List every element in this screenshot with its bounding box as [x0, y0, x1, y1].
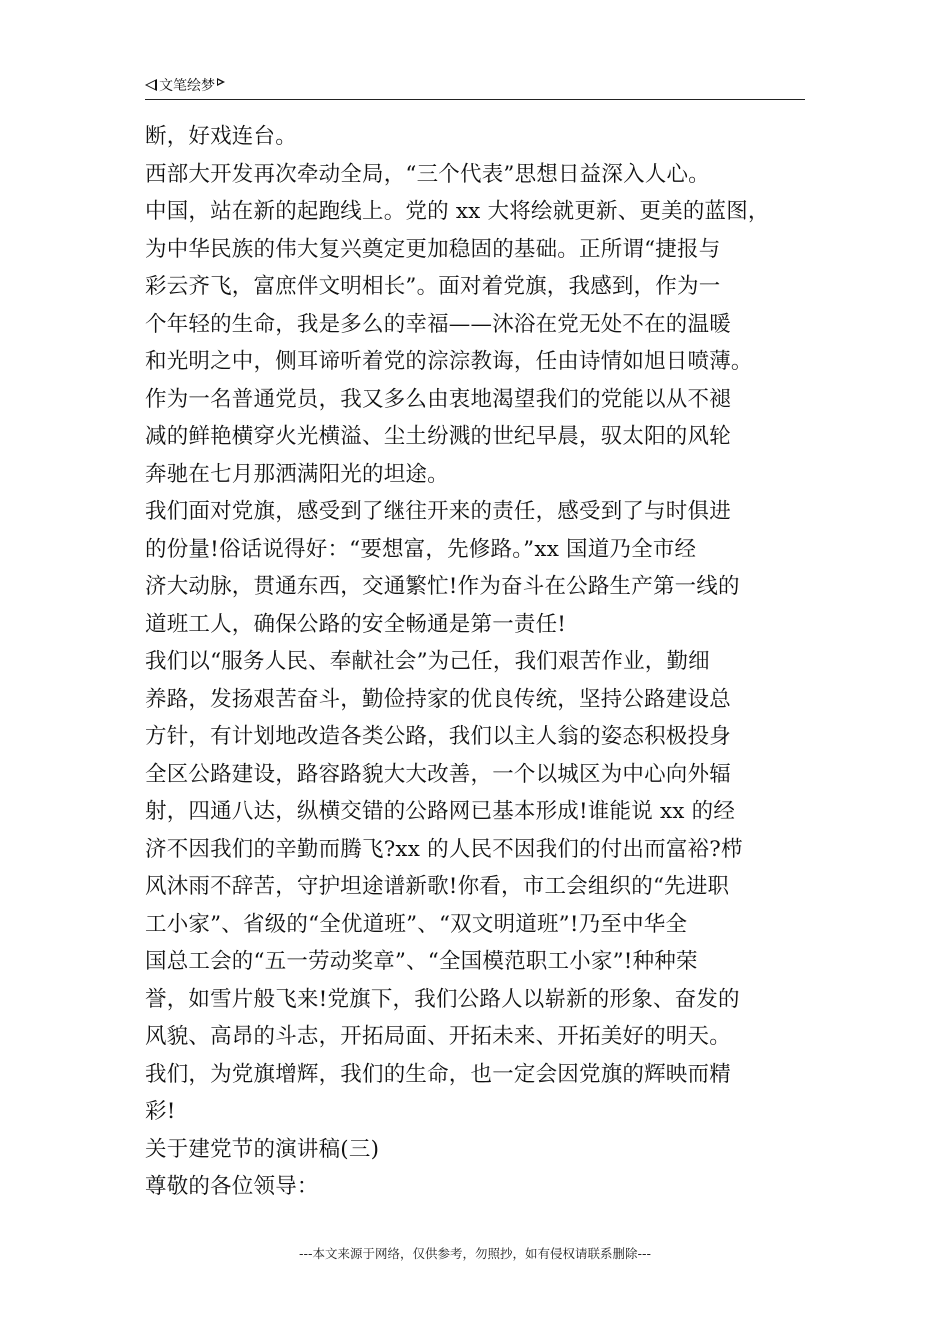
body-line: 的份量!俗话说得好：“要想富，先修路。”xx 国道乃全市经	[145, 536, 697, 562]
body-line: 个年轻的生命，我是多么的幸福——沐浴在党无处不在的温暖	[145, 311, 731, 337]
body-line: 奔驰在七月那洒满阳光的坦途。	[145, 461, 449, 487]
salutation: 尊敬的各位领导：	[145, 1174, 319, 1199]
body-line: 为中华民族的伟大复兴奠定更加稳固的基础。正所谓“捷报与	[145, 236, 721, 262]
body-line: 射，四通八达，纵横交错的公路网已基本形成!谁能说 xx 的经	[145, 799, 736, 824]
header-title-group	[145, 75, 225, 95]
triangle-right-icon	[217, 78, 225, 86]
body-line: 济大动脉，贯通东西，交通繁忙!作为奋斗在公路生产第一线的	[145, 574, 740, 599]
body-line: 作为一名普通党员，我又多么由衷地渴望我们的党能以从不褪	[145, 386, 731, 412]
body-line: 工小家”、省级的“全优道班”、“双文明道班”!乃至中华全	[145, 911, 688, 937]
body-line: 全区公路建设，路容路貌大大改善，一个以城区为中心向外辐	[145, 761, 731, 787]
body-line: 济不因我们的辛勤而腾飞?xx 的人民不因我们的付出而富裕?栉	[145, 836, 743, 862]
document-body	[145, 118, 815, 1206]
section-heading: 关于建党节的演讲稿(三)	[145, 1136, 380, 1162]
triangle-left-icon	[145, 79, 157, 91]
body-line: 道班工人，确保公路的安全畅通是第一责任!	[145, 611, 567, 637]
body-line: 西部大开发再次牵动全局，“三个代表”思想日益深入人心。	[145, 161, 710, 187]
body-line: 彩!	[145, 1099, 176, 1124]
body-line: 方针，有计划地改造各类公路，我们以主人翁的姿态积极投身	[145, 724, 731, 749]
body-line: 誉，如雪片般飞来!党旗下，我们公路人以崭新的形象、奋发的	[145, 986, 740, 1012]
header-title: 文笔绘梦	[159, 78, 215, 94]
page-footer: ---本文来源于网络，仅供参考，勿照抄，如有侵权请联系删除---	[298, 1246, 652, 1261]
body-line: 减的鲜艳横穿火光横溢、尘土纷溅的世纪早晨，驭太阳的风轮	[145, 424, 731, 449]
body-line: 养路，发扬艰苦奋斗，勤俭持家的优良传统，坚持公路建设总	[145, 686, 731, 712]
body-line: 和光明之中，侧耳谛听着党的淙淙教诲，任由诗情如旭日喷薄。	[145, 349, 753, 374]
body-line: 国总工会的“五一劳动奖章”、“全国模范职工小家”!种种荣	[145, 949, 698, 974]
page-header	[145, 73, 805, 100]
body-line: 我们，为党旗增辉，我们的生命，也一定会因党旗的辉映而精	[145, 1061, 731, 1087]
body-line: 中国，站在新的起跑线上。党的 xx 大将绘就更新、更美的蓝图，	[145, 199, 770, 224]
body-line: 断，好戏连台。	[145, 124, 297, 149]
body-line: 我们以“服务人民、奉献社会”为己任，我们艰苦作业，勤细	[145, 649, 710, 674]
body-line: 我们面对党旗，感受到了继往开来的责任，感受到了与时俱进	[145, 499, 731, 524]
body-line: 风沐雨不辞苦，守护坦途谱新歌!你看，市工会组织的“先进职	[145, 874, 730, 899]
body-line: 风貌、高昂的斗志，开拓局面、开拓未来、开拓美好的明天。	[145, 1024, 731, 1049]
body-line: 彩云齐飞，富庶伴文明相长”。面对着党旗，我感到，作为一	[145, 274, 721, 299]
